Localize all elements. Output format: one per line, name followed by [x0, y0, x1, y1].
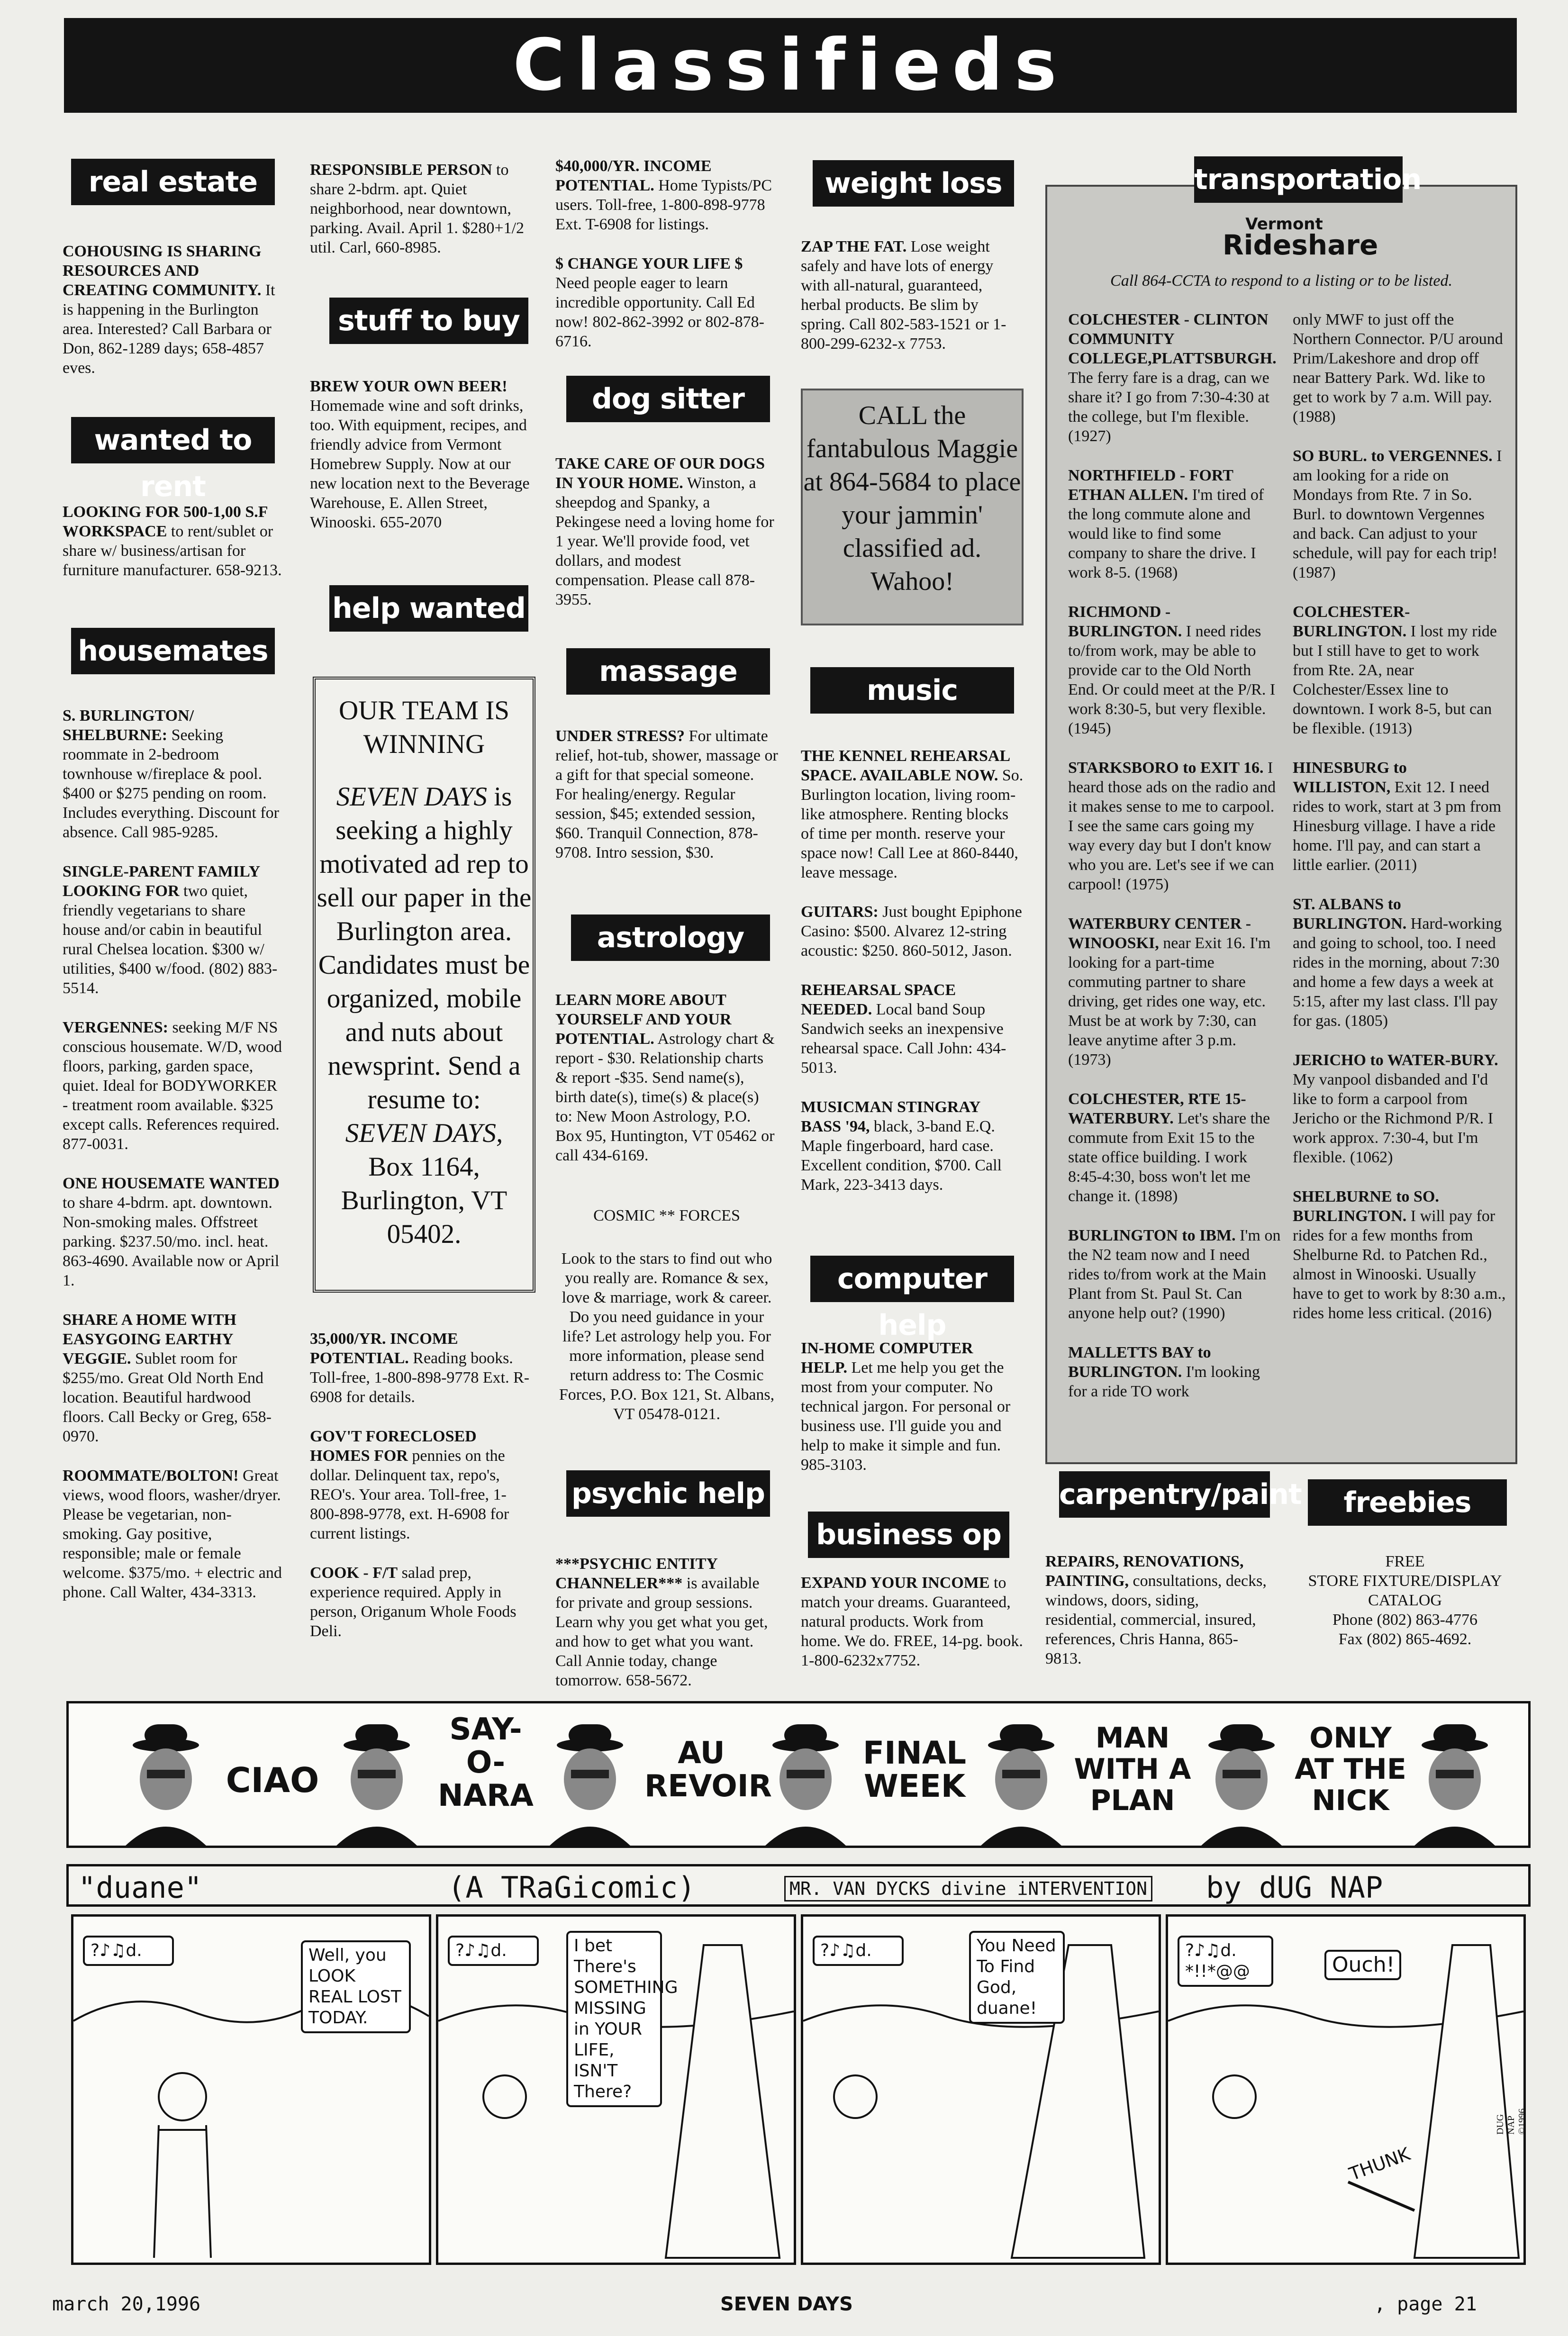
classified-ad-body: two quiet, friendly vegetarians to share house and/or cabin in beautiful rural Chelsea location. $300 w/ utilities, $400 w/food. (802) 883-5514. [63, 882, 278, 997]
classified-ad [801, 1339, 1024, 1475]
classified-ad-body: Reading books. Toll-free, 1-800-898-9778 Ext. R-6908 for details. [310, 1349, 530, 1406]
freebies-listing [1289, 1552, 1521, 1649]
call-maggie-text: CALL the fantabulous Maggie at 864-5684 to place your jammin' classified ad. Wahoo! [803, 401, 1021, 596]
footer-date: march 20,1996 [52, 2293, 201, 2315]
classified-ad-heading: REPAIRS, RENOVATIONS, PAINTING, [1045, 1553, 1244, 1590]
section-header-transportation: transportation [1194, 156, 1403, 203]
classified-ad [801, 980, 1024, 1077]
classified-ad-body: Local band Soup Sandwich seeks an inexpensive rehearsal space. Call John: 434-5013. [801, 1001, 1006, 1077]
confused-sign: ?♪♫d. *!!*@@ [1178, 1936, 1273, 1987]
section-header-business-op: business op [808, 1512, 1009, 1558]
bowler-hat-man-icon [121, 1722, 211, 1846]
classified-ad [1068, 1343, 1281, 1401]
classified-ad-heading: COHOUSING IS SHARING RESOURCES AND CREATING COMMUNITY. [63, 243, 262, 299]
classified-ad-heading: TAKE CARE OF OUR DOGS IN YOUR HOME. [555, 455, 765, 492]
classified-ad [63, 242, 285, 378]
classified-ad [801, 902, 1024, 960]
classified-ad [310, 377, 533, 532]
classified-ad-body: Home Typists/PC users. Toll-free, 1-800-898-9778 Ext. T-6908 for listings. [555, 177, 772, 233]
comic-subtitle: (A TRaGicomic) [448, 1870, 696, 1905]
rideshare-box [1045, 185, 1517, 1464]
classified-ad-heading: LEARN MORE ABOUT YOURSELF AND YOUR POTENTIAL. [555, 991, 732, 1048]
classified-ad-heading: RICHMOND - BURLINGTON. [1068, 603, 1182, 640]
comic-panel-2 [436, 1914, 796, 2265]
classified-ad-body: I am looking for a ride on Mondays from Rte. 7 in So. Burl. to downtown Vergennes and back. Can adjust to your schedule, will pay for each trip! (1987) [1293, 447, 1502, 581]
classified-ad [1068, 1226, 1281, 1323]
classified-ad [1293, 446, 1506, 582]
freebies-line: Fax (802) 865-4692. [1338, 1630, 1472, 1648]
section-header-freebies: freebies [1308, 1479, 1507, 1526]
rideshare-logo [1223, 215, 1378, 261]
classified-ad [801, 1573, 1024, 1670]
classified-ad-heading: $40,000/YR. INCOME POTENTIAL. [555, 157, 712, 194]
classified-ad [1068, 914, 1281, 1069]
comic-panel-4 [1166, 1914, 1526, 2265]
team-ad-address-name: SEVEN DAYS, [345, 1118, 503, 1148]
section-header-massage: massage [566, 648, 770, 695]
classified-ad [63, 706, 285, 842]
classified-ad-body: Just bought Epiphone Casino: $500. Alvarez 12-string acoustic: $250. 860-5012, Jason. [801, 903, 1022, 960]
classified-ad-body: Astrology chart & report - $30. Relationship charts & report -$35. Send name(s), birth date(s), time(s) & place(s) to: New Moon Astrology, P.O. Box 95, Huntington, VT 05462 or call 434-6169. [555, 1030, 775, 1164]
classified-ad [555, 156, 778, 234]
classified-ad-heading: ROOMMATE/BOLTON! [63, 1467, 239, 1485]
footer-page-number: , page 21 [1374, 2293, 1477, 2315]
classified-ad [1293, 310, 1506, 426]
classified-ad-body: pennies on the dollar. Delinquent tax, repo's, REO's. Your area. Toll-free, 1-800-898-9778, ext. H-6908 for current listings. [310, 1447, 509, 1542]
classified-ad-heading: S. BURLINGTON/ SHELBURNE: [63, 707, 194, 744]
freebies-line: CATALOG [1368, 1592, 1442, 1609]
strip-word-only-at-the-nick: ONLY AT THE NICK [1295, 1721, 1406, 1817]
section-header-music: music [810, 667, 1014, 714]
strip-word-au-revoir: AU REVOIR [644, 1736, 772, 1804]
classified-ad [555, 990, 778, 1165]
classified-ad [1293, 895, 1506, 1031]
classified-ad [801, 237, 1024, 353]
section-header-help-wanted: help wanted [329, 585, 528, 632]
classified-ad-heading: ST. ALBANS to BURLINGTON. [1293, 896, 1407, 933]
classified-ad-body: The ferry fare is a drag, can we share it? I go from 7:30-4:30 at the college, but I'm flexible. (1927) [1068, 369, 1269, 445]
classified-ad [310, 160, 533, 257]
classified-ad-body: Exit 12. I need rides to work, start at 3 pm from Hinesburg village. I have a ride home. I'll pay, and can start a little earlier. (2011) [1293, 779, 1502, 874]
classified-ad-heading: BREW YOUR OWN BEER! [310, 378, 508, 395]
classified-ad [63, 1310, 285, 1446]
bowler-hat-man-icon [545, 1722, 635, 1846]
classified-ad [1068, 758, 1281, 894]
classified-ad [63, 1174, 285, 1290]
classified-ad-heading: COLCHESTER - CLINTON COMMUNITY COLLEGE,PLATTSBURGH. [1068, 311, 1277, 367]
confused-sign: ?♪♫d. [813, 1936, 904, 1966]
classified-ad [1293, 1187, 1506, 1323]
classified-ad-body: seeking M/F NS conscious housemate. W/D, wood floors, parking, garden space, quiet. Ideal for BODYWORKER - treatment room available. $325 except calls. References required. 877-0031. [63, 1019, 282, 1153]
classified-ad [555, 254, 778, 351]
team-ad-box [313, 677, 535, 1293]
classified-ad-heading: COLCHESTER-BURLINGTON. [1293, 603, 1410, 640]
classified-ad-heading: IN-HOME COMPUTER HELP. [801, 1340, 973, 1376]
classified-ad-heading: LOOKING FOR 500-1,00 S.F WORKSPACE [63, 503, 268, 540]
classified-ad-heading: GOV'T FORECLOSED HOMES FOR [310, 1428, 477, 1465]
freebies-line: STORE FIXTURE/DISPLAY [1308, 1572, 1502, 1590]
classified-ad-body: Winston, a sheepdog and Spanky, a Pekingese need a loving home for 1 year. We'll provide food, vet dollars, and modest compensation. Please call 878-3955. [555, 474, 774, 608]
classified-ad-heading: COOK - F/T [310, 1564, 398, 1582]
section-header-weight-loss: weight loss [813, 160, 1014, 207]
classified-ad [1068, 466, 1281, 582]
classified-ad-body: Need people eager to learn incredible opportunity. Call Ed now! 802-862-3992 or 802-878-6716. [555, 274, 764, 350]
classified-ad [1293, 758, 1506, 875]
housemates-listings [63, 706, 285, 1622]
strip-word-ciao: CIAO [226, 1760, 319, 1800]
speech-bubble: Ouch! [1324, 1950, 1401, 1980]
classified-ad-body: My vanpool disbanded and I'd like to form a carpool from Jericho or the Richmond P/R. I work approx. 7:30-4, but I'm flexible. (1062) [1293, 1071, 1494, 1166]
classified-ad-body: Let me help you get the most from your computer. No technical jargon. For personal or business use. I'll guide you and help to make it simple and fun. 985-3103. [801, 1359, 1011, 1474]
carpentry-listings [1045, 1552, 1273, 1688]
freebies-line: Phone (802) 863-4776 [1332, 1611, 1477, 1629]
classified-ad-body: I will pay for rides for a few months from Shelburne Rd. to Patchen Rd., almost in Winooski. Usually have to get to work by 8:30 a.m., rides home less critical. (2016) [1293, 1207, 1506, 1322]
speech-bubble: I bet There's SOMETHING MISSING in YOUR LIFE, ISN'T There? [566, 1931, 662, 2107]
classified-ad-heading: VERGENNES: [63, 1019, 168, 1036]
classified-ad-body: So. Burlington location, living room-like atmosphere. Renting blocks of time per month. reserve your space now! Call Lee at 860-8440, leave message. [801, 767, 1024, 881]
classified-ad-body: I'm looking for a ride TO work [1068, 1363, 1260, 1400]
classified-ad-heading: ONE HOUSEMATE WANTED [63, 1175, 280, 1192]
classified-ad-body: only MWF to just off the Northern Connector. P/U around Prim/Lakeshore and drop off near Battery Park. Wd. like to get to work by 7 a.m. Will pay. (1988) [1293, 311, 1503, 426]
classified-ad-body: I'm tired of the long commute alone and would like to find some company to share the drive. I work 8-5. (1968) [1068, 486, 1264, 581]
classified-ad-body: I heard those ads on the radio and it makes sense to me to carpool. I see the same cars going my way every day but I don't know who you are. Let's see if we can carpool! (1975) [1068, 759, 1276, 893]
section-header-carpentry-paint: carpentry/paint [1059, 1471, 1270, 1518]
classified-ad [1045, 1552, 1273, 1668]
team-ad-address-city: Burlington, VT 05402. [341, 1186, 508, 1249]
classified-ad-body: Seeking roommate in 2-bedroom townhouse w/fireplace & pool. $400 or $275 pending on room. Includes everything. Discount for absence. Call 985-9285. [63, 726, 279, 841]
massage-listings [555, 726, 778, 882]
classified-ad-heading: JERICHO to WATER-BURY. [1293, 1051, 1498, 1069]
classified-ad [555, 1554, 778, 1690]
team-ad-headline: OUR TEAM IS WINNING [339, 696, 509, 759]
section-header-psychic-help: psychic help [566, 1470, 770, 1517]
weight-loss-listings [801, 237, 1024, 373]
classified-ad-body: salad prep, experience required. Apply in person, Origanum Whole Foods Deli. [310, 1564, 517, 1640]
classified-ad [63, 1466, 285, 1602]
nick-ad-strip [66, 1701, 1531, 1848]
classified-ad [310, 1427, 533, 1543]
classified-ad-body: Great views, wood floors, washer/dryer. Please be vegetarian, non-smoking. Gay positive, responsible; male or female welcome. $375/mo. + electric and phone. Call Walter, 434-3313. [63, 1467, 282, 1601]
comic-episode: MR. VAN DYCKS divine iNTERVENTION [784, 1876, 1152, 1901]
classified-ad [1068, 1089, 1281, 1206]
music-listings [801, 746, 1024, 1214]
classified-ad-heading: SO BURL. to VERGENNES. [1293, 447, 1493, 465]
rideshare-note: Call 864-CCTA to respond to a listing or to be listed. [1110, 272, 1452, 290]
classified-ad-body: Sublet room for $255/mo. Great Old North End location. Beautiful hardwood floors. Call Becky or Greg, 658-0970. [63, 1350, 272, 1445]
stuff-to-buy-listings [310, 377, 533, 552]
classified-ad-heading: EXPAND YOUR INCOME [801, 1574, 990, 1592]
classified-ad-heading: STARKSBORO to EXIT 16. [1068, 759, 1264, 777]
rideshare-right-listings [1293, 310, 1506, 1343]
section-header-dog-sitter: dog sitter [566, 376, 770, 422]
footer-paper-name: SEVEN DAYS [720, 2293, 853, 2315]
classified-ad-body: consultations, decks, windows, doors, siding, residential, commercial, insured, references, Chris Hanna, 865-9813. [1045, 1572, 1267, 1667]
cosmic-forces-title: COSMIC ** FORCES [593, 1207, 740, 1224]
sound-effect: THUNK [1346, 2143, 1413, 2185]
classified-ad-body: to match your dreams. Guaranteed, natural products. Work from home. We do. FREE, 14-pg. book. 1-800-6232x7752. [801, 1574, 1023, 1669]
classified-ad-body: Lose weight safely and have lots of energy with all-natural, guaranteed, herbal products. Be slim by spring. Call 802-583-1521 or 1-800-299-6232-x 7753. [801, 238, 1006, 353]
classified-ad-body: to share 2-bdrm. apt. Quiet neighborhood, near downtown, parking. Avail. April 1. $280+1/2 util. Carl, 660-8985. [310, 161, 525, 256]
section-header-housemates: housemates [71, 628, 275, 674]
section-header-stuff-to-buy: stuff to buy [329, 298, 528, 344]
classified-ad [63, 1018, 285, 1154]
classified-ad-body: For ultimate relief, hot-tub, shower, massage or a gift for that special someone. For healing/energy. Regular session, $45; extended session, $60. Tranquil Connection, 878-9708. Intro session, $30. [555, 727, 778, 861]
speech-bubble: You Need To Find God, duane! [969, 1931, 1065, 2024]
classified-ad-body: I need rides to/from work, may be able to provide car to the Old North End. Or could meet at the P/R. I work 8:30-5, but very flexible. (1945) [1068, 623, 1276, 737]
classified-ad-heading: MUSICMAN STINGRAY BASS '94, [801, 1098, 980, 1135]
col3-top-listings [555, 156, 778, 371]
strip-word-sayonara: SAY-O-NARA [438, 1712, 534, 1813]
team-ad-body: is seeking a highly motivated ad rep to sell our paper in the Burlington area. Candidates must be organized, mobile and nuts about newsprint. Send a resume to: [317, 782, 532, 1114]
section-header-real-estate: real estate [71, 159, 275, 205]
classified-ad-body: near Exit 16. I'm looking for a part-time commuting partner to share driving, get rides one way, etc. Must be at work by 7:30, can leave anytime after 3 p.m. (1973) [1068, 934, 1271, 1068]
confused-sign: ?♪♫d. [83, 1936, 174, 1966]
classified-ad-heading: 35,000/YR. INCOME POTENTIAL. [310, 1330, 458, 1367]
classified-ad-body: I'm on the N2 team now and I need rides to/from work at the Main Plant from St. Paul St. Can anyone help out? (1990) [1068, 1227, 1281, 1322]
classified-ad [63, 502, 285, 580]
classified-ad-heading: REHEARSAL SPACE NEEDED. [801, 981, 956, 1018]
computer-help-listings [801, 1339, 1024, 1494]
classified-ad-heading: WATERBURY CENTER - WINOOSKI, [1068, 915, 1251, 952]
classified-ad-heading: RESPONSIBLE PERSON [310, 161, 492, 179]
speech-bubble: Well, you LOOK REAL LOST TODAY. [301, 1940, 411, 2033]
bowler-hat-man-icon [1410, 1722, 1500, 1846]
bowler-hat-man-icon [1196, 1722, 1287, 1846]
comic-panel-3 [801, 1914, 1161, 2265]
classified-ad-heading: $ CHANGE YOUR LIFE $ [555, 255, 743, 272]
confused-sign: ?♪♫d. [448, 1936, 539, 1966]
bowler-hat-man-icon [332, 1722, 422, 1846]
classified-ad-heading: UNDER STRESS? [555, 727, 685, 745]
classified-ad-body: is available for private and group sessions. Learn why you get what you get, and how to get what you want. Call Annie today, change tomorrow. 658-5672. [555, 1575, 768, 1689]
dog-sitter-listings [555, 454, 778, 629]
classified-ad [555, 726, 778, 862]
business-op-listings [801, 1573, 1024, 1690]
cosmic-forces-body: Look to the stars to find out who you really are. Romance & sex, love & marriage, work & career. Do you need guidance in your life? Let astrology help you. For more information, please send return address to: The Cosmic Forces, P.O. Box 121, St. Albans, VT 05478-0121. [559, 1250, 775, 1423]
classified-ad [310, 1563, 533, 1641]
classified-ad [801, 746, 1024, 882]
col2-top-listings [310, 160, 533, 277]
team-ad-paper-name: SEVEN DAYS [336, 782, 487, 812]
classified-ad-heading: SHELBURNE to SO. BURLINGTON. [1293, 1188, 1439, 1225]
strip-word-man-with-a-plan: MAN WITH A PLAN [1074, 1721, 1191, 1817]
wanted-to-rent-listings [63, 502, 285, 600]
section-header-wanted-to-rent: wanted to rent [71, 417, 275, 463]
section-header-computer-help: computer help [810, 1256, 1014, 1302]
classified-ad-body: to share 4-bdrm. apt. downtown. Non-smoking males. Offstreet parking. $237.50/mo. incl. heat. 863-4690. Available now or April 1. [63, 1194, 280, 1289]
classified-ad-body: It is happening in the Burlington area. Interested? Call Barbara or Don, 862-1289 days; 658-4857 eves. [63, 281, 275, 377]
masthead-title: Classifieds [513, 24, 1068, 107]
comic-byline: by dUG NAP [1206, 1870, 1383, 1905]
classified-ad-body: Hard-working and going to school, too. I need rides in the morning, about 7:30 and home a few days a week at 5:15, after my last class. I'll pay for gas. (1805) [1293, 915, 1502, 1030]
classified-ad-heading: THE KENNEL REHEARSAL SPACE. AVAILABLE NOW. [801, 747, 1010, 784]
astrology-listings [555, 990, 778, 1185]
classified-ad [801, 1097, 1024, 1195]
classified-ad-heading: COLCHESTER, RTE 15-WATERBURY. [1068, 1090, 1246, 1127]
classified-ad-body: Homemade wine and soft drinks, too. With equipment, recipes, and friendly advice from Vermont Homebrew Supply. Now at our new location next to the Beverage Warehouse, E. Allen Street, Winooski. 655-2070 [310, 397, 530, 531]
cosmic-forces-ad [555, 1206, 778, 1424]
masthead-banner [64, 18, 1517, 113]
rideshare-logo-top: Vermont [1245, 215, 1323, 234]
classified-ad-body: Let's share the commute from Exit 15 to the state office building. I work 8:45-4:30, boss won't let me change it. (1898) [1068, 1110, 1270, 1205]
classified-ad-heading: HINESBURG to WILLISTON, [1293, 759, 1407, 796]
classified-ad-heading: SHARE A HOME WITH EASYGOING EARTHY VEGGIE. [63, 1311, 236, 1367]
classified-ad [63, 862, 285, 998]
psychic-help-listings [555, 1554, 778, 1710]
classified-ad-body: to rent/sublet or share w/ business/artisan for furniture manufacturer. 658-9213. [63, 523, 282, 579]
rideshare-logo-main: Rideshare [1223, 229, 1378, 261]
rideshare-left-listings [1068, 310, 1281, 1421]
classified-ad-heading: BURLINGTON to IBM. [1068, 1227, 1236, 1244]
classified-ad-heading: NORTHFIELD - FORT ETHAN ALLEN. [1068, 467, 1233, 504]
help-wanted-listings [310, 1329, 533, 1661]
classified-ad-heading: MALLETTS BAY to BURLINGTON. [1068, 1344, 1211, 1381]
comic-panel-1 [71, 1914, 431, 2265]
real-estate-listings [63, 242, 285, 398]
classified-ad-heading: ***PSYCHIC ENTITY CHANNELER*** [555, 1555, 717, 1592]
classified-ad [555, 454, 778, 609]
comic-title-bar [66, 1864, 1531, 1907]
classified-ad-body: black, 3-band E.Q. Maple fingerboard, hard case. Excellent condition, $700. Call Mark, 223-3413 days. [801, 1118, 1002, 1194]
call-maggie-box [801, 389, 1024, 625]
classified-ad [1293, 602, 1506, 738]
freebies-line: FREE [1385, 1553, 1425, 1570]
classified-ad [1068, 310, 1281, 446]
team-ad-address-box: Box 1164, [368, 1152, 480, 1182]
classified-ad [1293, 1050, 1506, 1167]
comic-title: "duane" [78, 1870, 202, 1905]
artist-credit: DUG NAP ©1996 [1495, 2108, 1527, 2135]
classified-ad-heading: ZAP THE FAT. [801, 238, 907, 255]
strip-word-final-week: FINAL WEEK [862, 1735, 966, 1804]
classified-ad-heading: GUITARS: [801, 903, 879, 921]
classified-ad-body: I lost my ride but I still have to get to work from Rte. 2A, near Colchester/Essex line to downtown. I work 8-5, but can be flexible. (1913) [1293, 623, 1497, 737]
classified-ad [310, 1329, 533, 1407]
classified-ad [1068, 602, 1281, 738]
bowler-hat-man-icon [761, 1722, 851, 1846]
classified-ad-heading: SINGLE-PARENT FAMILY LOOKING FOR [63, 863, 260, 900]
bowler-hat-man-icon [976, 1722, 1066, 1846]
section-header-astrology: astrology [571, 914, 770, 961]
